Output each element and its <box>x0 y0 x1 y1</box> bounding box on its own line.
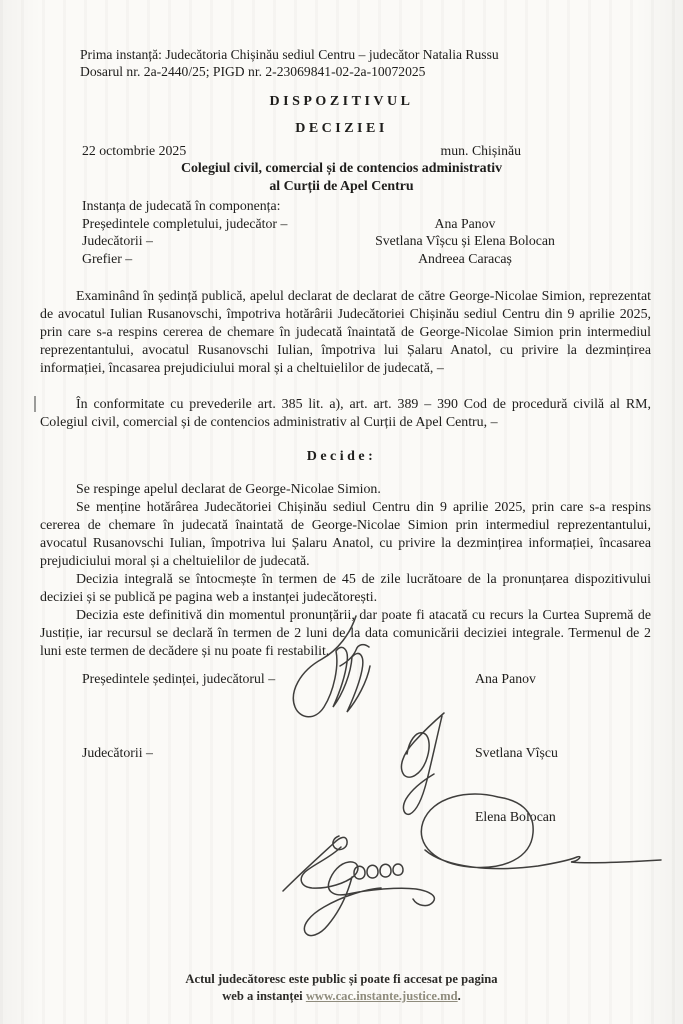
footer-line2-suffix: . <box>457 989 461 1003</box>
clerk-signature-scribble <box>283 836 434 936</box>
decision-date: 22 octombrie 2025 <box>82 143 187 158</box>
decision-point-1: Se respinge apelul declarat de George-Nicolae Simion. <box>76 482 381 497</box>
first-instance-line: Prima instanță: Judecătoria Chișinău sediul Centru – judecător Natalia Russu <box>80 47 499 62</box>
court-website-link[interactable]: www.cac.instante.justice.md <box>305 989 458 1003</box>
decide-heading: Decide: <box>306 449 377 464</box>
clerk-name: Andreea Caracaș <box>418 250 512 266</box>
footer-note <box>0 971 683 1005</box>
paragraph-examinand: Examinând în ședință publică, apelul declarat de declarat de către George-Nicolae Simion, reprezentat de avocatul Iulian Rusanovschi, împotriva hotărârii Judecătoriei Chișinău sediul Centru din 9 aprilie 2025, prin care s-a respins cererea de chemare în judecată înaintată de George-Nicolae Simion prin intermediul reprezentantului, avocatul Rusanovschi Iulian, împotriva lui Șalaru Anatol, cu privire la dezmințirea informației, încasarea prejudiciului moral și a cheltuielilor de judecată, – <box>40 289 651 376</box>
decision-place: mun. Chișinău <box>440 143 521 158</box>
decision-point-2: Se menține hotărârea Judecătoriei Chișinău sediul Centru din 9 aprilie 2025, prin care s-a respins cererea de chemare în judecată înaintată de George-Nicolae Simion prin intermediul reprezentantului, avocatul Rusanovschi Iulian, împotriva lui Șalaru Anatol, cu privire la dezmințirea informației, încasarea prejudiciului moral și a cheltuielilor de judecată. <box>40 500 651 569</box>
president-name: Ana Panov <box>475 671 536 686</box>
composition-row-judges <box>82 232 653 250</box>
decision-points <box>40 481 651 661</box>
elena-bolocan-signature <box>421 794 661 869</box>
court-panel-name-line1: Colegiul civil, comercial și de contencios administrativ <box>180 161 503 176</box>
judge-name: Ana Panov <box>434 215 496 231</box>
footer-line2 <box>0 988 683 1005</box>
judges-signature-row <box>82 745 653 761</box>
footer-line1: Actul judecătoresc este public și poate fi accesat pe pagina <box>185 972 498 986</box>
signature-coil-flourish <box>354 864 403 879</box>
dispozitivul-title: DISPOZITIVUL <box>269 94 414 109</box>
composition-row-president <box>82 215 653 233</box>
judge-bolocan-name: Elena Bolocan <box>475 809 556 824</box>
date-place-row <box>82 143 521 159</box>
role-label: Judecătorii – <box>82 233 153 249</box>
composition-intro: Instanța de judecată în componența: <box>82 198 281 213</box>
judges-label: Judecătorii – <box>82 745 153 760</box>
panel-composition <box>82 197 653 267</box>
role-label: Președintele completului, judecător – <box>82 215 288 231</box>
footer-line2-prefix: web a instanței <box>222 989 306 1003</box>
judge-name: Svetlana Vîșcu și Elena Bolocan <box>375 233 555 249</box>
deciziei-title: DECIZIEI <box>295 121 388 136</box>
president-label: Președintele ședinței, judecătorul – <box>82 671 276 686</box>
case-number-line: Dosarul nr. 2a-2440/25; PIGD nr. 2-23069841-02-2a-10072025 <box>80 64 426 79</box>
composition-row-clerk <box>82 250 653 268</box>
scan-artifact-line <box>34 396 36 412</box>
role-label: Grefier – <box>82 250 133 266</box>
court-panel-name-line2: al Curții de Apel Centru <box>269 179 414 194</box>
decision-point-4: Decizia este definitivă din momentul pronunțării, dar poate fi atacată cu recurs la Curtea Supremă de Justiție, iar recursul se declară în termen de 2 luni de la data comunicării deciziei integrale. Termenul de 2 luni este termen de decădere și nu poate fi restabilit. <box>40 608 651 659</box>
header-case-info <box>80 46 643 80</box>
judge-viscu-name: Svetlana Vîșcu <box>475 745 558 760</box>
decision-point-3: Decizia integrală se întocmește în termen de 45 de zile lucrătoare de la pronunțarea dispozitivului deciziei și se publică pe pagina web a instanței judecătorești. <box>40 572 651 605</box>
paragraph-legal-basis: În conformitate cu prevederile art. 385 lit. a), art. art. 389 – 390 Cod de procedură civilă al RM, Colegiul civil, comercial și de contencios administrativ al Curții de Apel Centru, – <box>40 397 651 430</box>
president-signature-row <box>82 671 653 687</box>
svetlana-viscu-signature <box>401 713 444 814</box>
